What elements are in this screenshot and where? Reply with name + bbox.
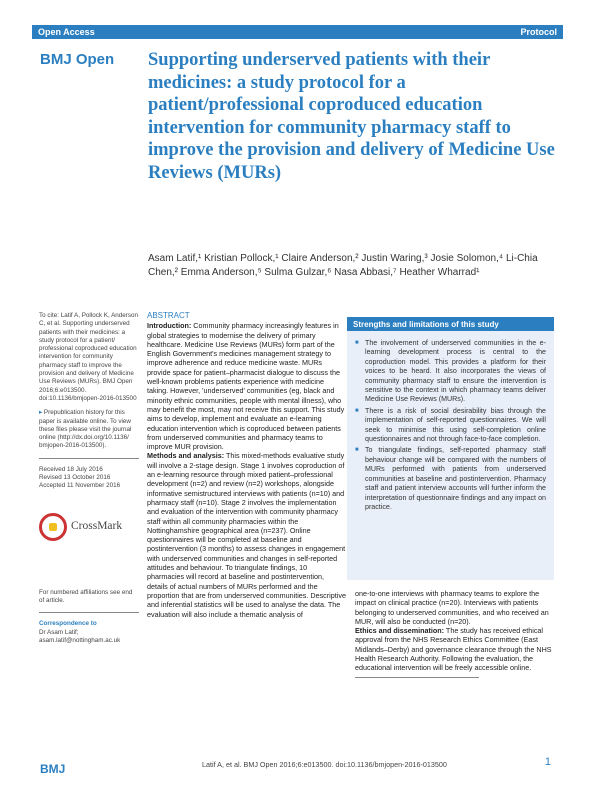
abstract-continued	[355, 589, 555, 678]
left-sidebar	[39, 312, 139, 645]
correspondence-email[interactable]: asam.latif@nottingham.ac.uk	[39, 636, 121, 644]
prepublication-note	[39, 409, 139, 450]
intro-label: Introduction:	[147, 321, 192, 331]
journal-name: BMJ Open	[40, 51, 115, 68]
revised-date: Revised 13 October 2016	[39, 474, 111, 482]
article-title: Supporting underserved patients with their medicines: a study protocol for a patient/professional coproduced education intervention for community pharmacy staff to improve the provision and delivery of Medicine Use Reviews (MURs)	[148, 50, 555, 183]
list-item: ■ To triangulate findings, self-reported pharmacy staff behaviour change will be compared with the numbers of MURs performed with patients from underserved communities at baseline and postintervention. Pharmacy staff and patient interview accounts will further inform the interpretation of questionnaire findings and any impact on practice.	[355, 446, 546, 512]
divider	[355, 677, 479, 678]
page-number: 1	[544, 756, 551, 768]
prepublication-text: Prepublication history for this paper is available online. To view these files please visit the journal online (http://dx.doi.org/10.1136/ bmjopen-2016-013500).	[39, 409, 132, 450]
correspondence-label: Correspondence to	[39, 620, 97, 628]
strengths-heading: Strengths and limitations of this study	[347, 317, 554, 331]
divider	[39, 612, 139, 613]
ethics-label: Ethics and dissemination:	[355, 626, 445, 636]
strengths-list	[347, 331, 554, 512]
abstract	[147, 311, 346, 619]
strengths-box	[347, 317, 554, 580]
crossmark-icon	[39, 513, 67, 541]
list-item: ■ The involvement of underserved communities in the e-learning development process is central to the coproduction model. This provides a platform for their voices to be heard. It also incorporates the views of community pharmacy staff to ensure the intervention is sensitive to the context in which pharmacy teams deliver Medicine Use Reviews (MURs).	[355, 339, 546, 405]
list-item: ■ There is a risk of social desirability bias through the implementation of self-reported questionnaires. We will seek to minimise this using self-completion online questionnaires and not through face-to-face completion.	[355, 407, 546, 445]
correspondence-name: Dr Asam Latif;	[39, 628, 79, 636]
affiliations-note: For numbered affiliations see end of article.	[39, 588, 133, 604]
abstract-introduction	[147, 321, 346, 451]
page-footer	[40, 756, 555, 776]
bmj-logo: BMJ	[40, 762, 66, 776]
intro-text: Community pharmacy increasingly features in global strategies to modernise the delivery of primary healthcare. Medicine Use Reviews (MURs) form part of the English Government's medicines management strategy to improve adherence and reduce medicine waste. MURs provide space for patient–pharmacist dialogue to discuss the well-known problems patients experience with medicine taking. However, 'underserved' communities (eg, black and minority ethnic communities, people with mental illness), who may benefit the most, may not receive this support. This study aims to develop, implement and evaluate an e-learning education intervention which is coproduced between patients from underserved communities and pharmacy teams to improve MUR provision.	[147, 321, 345, 452]
crossmark-label: CrossMark	[71, 520, 123, 533]
methods-text: This mixed-methods evaluative study will involve a 2-stage design. Stage 1 involves coproduction of an e-learning resource through mixed patient–professional development (n=2) and review (n=2) workshops, alongside informative semistructured interviews with patients (n=10) and pharmacy staff (n=10). Stage 2 involves the implementation and evaluation of the intervention with community pharmacy staff within all community pharmacies within the Nottinghamshire geographical area (n=237). Online questionnaires will be completed at baseline and postintervention (3 months) to assess changes in engagement with underserved communities and changes in self-reported attitudes and behaviour. To triangulate findings, 10 pharmacies will record at baseline and postintervention, details of actual numbers of MURs performed and the proportion that are from underserved communities. Descriptive and inferential statistics will be used to analyse the data. The evaluation will also include a thematic analysis of	[147, 451, 346, 619]
abstract-methods	[147, 451, 346, 618]
open-access-label: Open Access	[38, 27, 95, 37]
author-list: Asam Latif,¹ Kristian Pollock,¹ Claire Anderson,² Justin Waring,³ Josie Solomon,⁴ Li-Chia Chen,² Emma Anderson,⁵ Sulma Gulzar,⁶ Nasa Abbasi,⁷ Heather Wharrad¹	[148, 253, 538, 278]
crossmark-badge[interactable]	[39, 513, 139, 541]
ethics-text: The study has received ethical approval from the NHS Research Ethics Committee (East Midlands–Derby) and governance clearance through the NHS Health Research Authority. Following the evaluation, the educational intervention will be freely accessible online.	[355, 626, 552, 673]
methods-label: Methods and analysis:	[147, 451, 225, 461]
footer-citation: Latif A, et al. BMJ Open 2016;6:e013500. doi:10.1136/bmjopen-2016-013500	[202, 760, 447, 769]
citation-note: To cite: Latif A, Pollock K, Anderson C, et al. Supporting underserved patients with their medicines: a study protocol for a patient/ professional coproduced education intervention for community pharmacy staff to improve the provision and delivery of Medicine Use Reviews (MURs). BMJ Open 2016;6:e013500. doi:10.1136/bmjopen-2016-013500	[39, 312, 139, 402]
abstract-ethics	[355, 626, 555, 672]
article-type-label: Protocol	[520, 27, 557, 37]
accepted-date: Accepted 11 November 2016	[39, 482, 121, 490]
methods-continuation: one-to-one interviews with pharmacy teams to explore the impact on clinical practice (n=20). Interviews with patients belonging to underserved communities, and who received an MUR, will also be conducted (n=20).	[355, 589, 549, 626]
divider	[39, 458, 139, 459]
arrow-icon: ▸	[39, 409, 44, 417]
abstract-heading: ABSTRACT	[147, 311, 190, 320]
top-banner	[32, 25, 563, 39]
received-date: Received 18 July 2016	[39, 465, 103, 473]
